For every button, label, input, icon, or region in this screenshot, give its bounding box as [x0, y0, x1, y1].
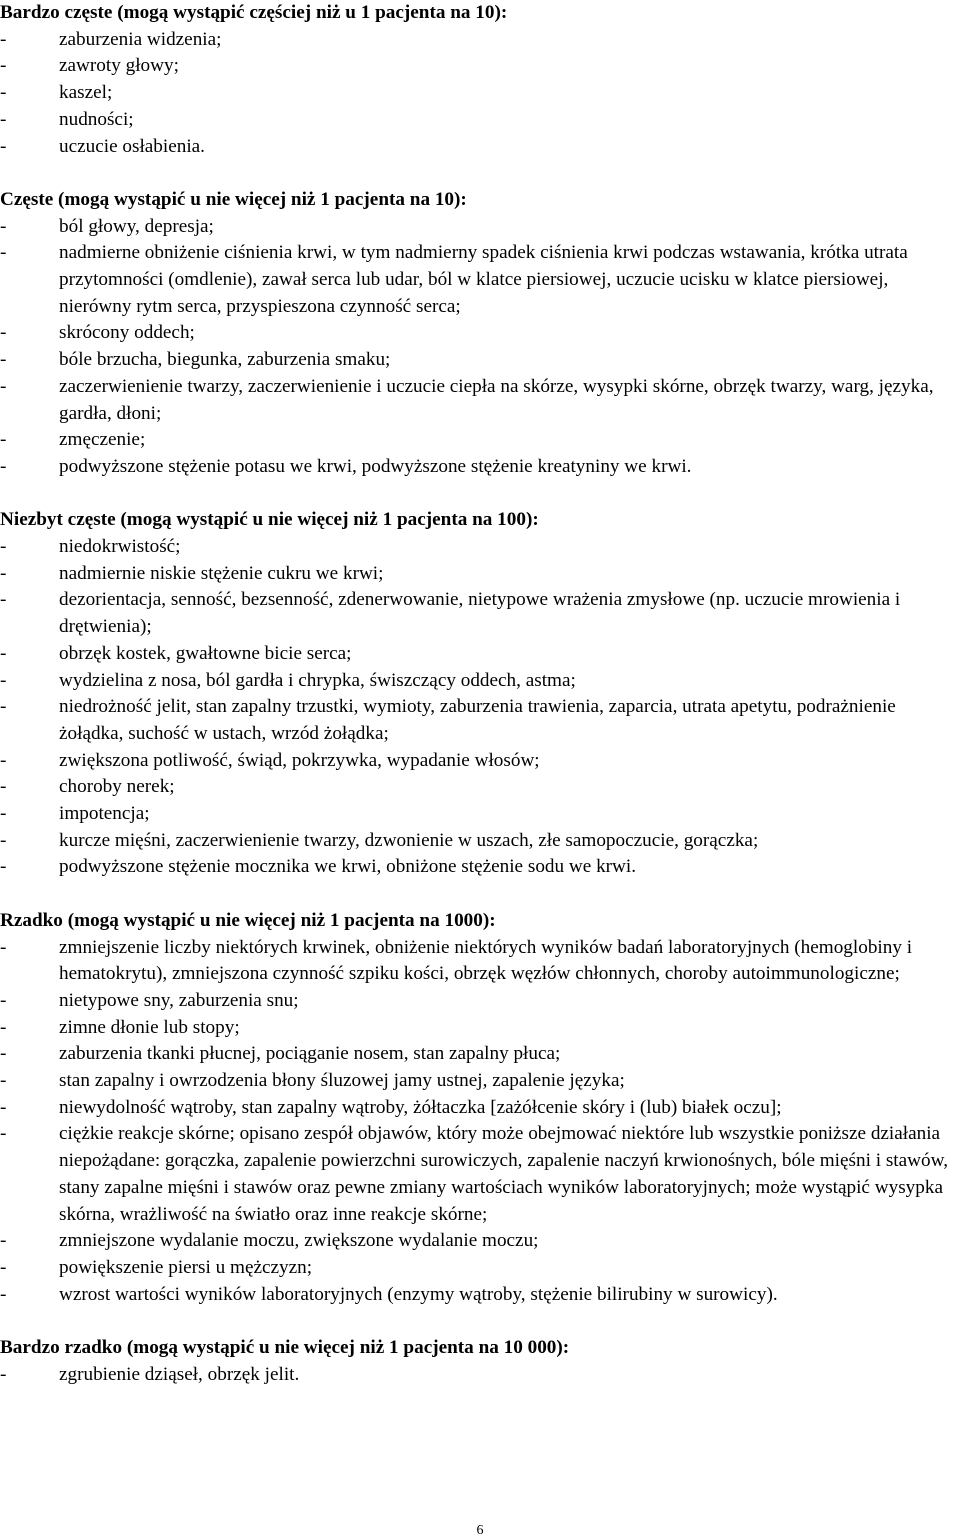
bullet-dash: -	[0, 108, 7, 130]
list-item-text: zwiększona potliwość, świąd, pokrzywka, wypadanie włosów;	[59, 749, 540, 771]
list-item	[0, 694, 960, 747]
bullet-dash: -	[0, 349, 7, 371]
list-item-text: podwyższone stężenie potasu we krwi, podwyższone stężenie kreatyniny we krwi.	[59, 455, 692, 477]
frequency-section	[0, 507, 960, 881]
list-item	[0, 801, 960, 828]
bullet-dash: -	[0, 1230, 7, 1252]
list-item	[0, 80, 960, 107]
bullet-dash: -	[0, 936, 7, 958]
list-item	[0, 561, 960, 588]
bullet-dash: -	[0, 669, 7, 691]
list-item	[0, 347, 960, 374]
bullet-dash: -	[0, 1096, 7, 1118]
bullet-dash: -	[0, 242, 7, 264]
list-item	[0, 1068, 960, 1095]
list-item-text: zaburzenia widzenia;	[59, 28, 222, 50]
bullet-dash: -	[0, 829, 7, 851]
list-item	[0, 1121, 960, 1228]
section-heading: Niezbyt częste (mogą wystąpić u nie więcej niż 1 pacjenta na 100):	[0, 509, 539, 531]
list-item	[0, 587, 960, 640]
section-heading: Częste (mogą wystąpić u nie więcej niż 1 pacjenta na 10):	[0, 188, 467, 210]
list-item	[0, 854, 960, 881]
list-item-text: zmniejszone wydalanie moczu, zwiększone wydalanie moczu;	[59, 1230, 539, 1252]
list-item-text: nadmiernie niskie stężenie cukru we krwi;	[59, 562, 384, 584]
list-item-text: ciężkie reakcje skórne; opisano zespół objawów, który może obejmować niektóre lub wszystkie poniższe działania niepożądane: gorączka, zapalenie powierzchni surowiczych, zapalenie naczyń krwionośnych, bóle mięśni i stawów, stany zapalne mięśni i stawów oraz pewne zmiany wartościach wyników laboratoryjnych; może wystąpić wysypka skórna, wrażliwość na światło oraz inne reakcje skórne;	[59, 1123, 949, 1225]
list-item	[0, 1282, 960, 1309]
side-effect-list	[0, 1362, 960, 1389]
bullet-dash: -	[0, 776, 7, 798]
bullet-dash: -	[0, 1257, 7, 1278]
bullet-dash: -	[0, 429, 7, 451]
frequency-section	[0, 187, 960, 481]
list-item-text: zmniejszenie liczby niektórych krwinek, obniżenie niektórych wyników badań laboratoryjnych (hemoglobiny i hematokrytu), zmniejszona czynność szpiku kości, obrzęk węzłów chłonnych, choroby autoimmunologiczne;	[59, 936, 913, 985]
list-item	[0, 1015, 960, 1042]
list-item	[0, 1255, 960, 1282]
side-effect-list	[0, 935, 960, 1309]
list-item-text: zawroty głowy;	[59, 55, 179, 77]
side-effect-list	[0, 214, 960, 481]
bullet-dash: -	[0, 562, 7, 584]
list-item-text: powiększenie piersi u mężczyzn;	[59, 1257, 313, 1278]
bullet-dash: -	[0, 1363, 7, 1385]
list-item	[0, 374, 960, 427]
bullet-dash: -	[0, 1016, 7, 1038]
section-gap	[0, 160, 960, 187]
list-item	[0, 774, 960, 801]
bullet-dash: -	[0, 589, 7, 611]
list-item-text: ból głowy, depresja;	[59, 215, 214, 237]
side-effect-list	[0, 534, 960, 881]
bullet-dash: -	[0, 322, 7, 344]
list-item-text: podwyższone stężenie mocznika we krwi, obniżone stężenie sodu we krwi.	[59, 856, 637, 878]
bullet-dash: -	[0, 1043, 7, 1065]
list-item-text: impotencja;	[59, 803, 150, 825]
list-item-text: nadmierne obniżenie ciśnienia krwi, w tym nadmierny spadek ciśnienia krwi podczas wstawania, krótka utrata przytomności (omdlenie), zawał serca lub udar, ból w klatce piersiowej, uczucie ucisku w klatce piersiowej, nierówny rytm serca, przyspieszona czynność serca;	[59, 242, 908, 317]
bullet-dash: -	[0, 215, 7, 237]
frequency-section	[0, 908, 960, 1309]
list-item	[0, 534, 960, 561]
page-number: 6	[476, 1523, 484, 1538]
list-item-text: kurcze mięśni, zaczerwienienie twarzy, dzwonienie w uszach, złe samopoczucie, gorączka;	[59, 829, 759, 851]
list-item-text: niedrożność jelit, stan zapalny trzustki, wymioty, zaburzenia trawienia, zaparcia, utrata apetytu, podrażnienie żołądka, suchość w ustach, wrzód żołądka;	[59, 696, 896, 744]
list-item	[0, 454, 960, 481]
section-gap	[0, 481, 960, 508]
bullet-dash: -	[0, 55, 7, 77]
list-item	[0, 27, 960, 54]
bullet-dash: -	[0, 28, 7, 50]
list-item-text: zmęczenie;	[59, 429, 146, 451]
list-item	[0, 427, 960, 454]
bullet-dash: -	[0, 82, 7, 104]
bullet-dash: -	[0, 803, 7, 825]
bullet-dash: -	[0, 1070, 7, 1092]
list-item-text: niewydolność wątroby, stan zapalny wątroby, żółtaczka [zażółcenie skóry i (lub) białek oczu];	[59, 1096, 782, 1118]
list-item	[0, 1362, 960, 1389]
list-item-text: kaszel;	[59, 82, 113, 104]
list-item-text: dezorientacja, senność, bezsenność, zdenerwowanie, nietypowe wrażenia zmysłowe (np. uczucie mrowienia i drętwienia);	[59, 589, 901, 638]
list-item	[0, 107, 960, 134]
section-gap	[0, 881, 960, 908]
bullet-dash: -	[0, 1123, 7, 1145]
bullet-dash: -	[0, 856, 7, 878]
bullet-dash: -	[0, 696, 7, 718]
list-item	[0, 320, 960, 347]
bullet-dash: -	[0, 536, 7, 558]
list-item	[0, 828, 960, 855]
list-item	[0, 935, 960, 988]
list-item-text: bóle brzucha, biegunka, zaburzenia smaku;	[59, 349, 391, 371]
list-item	[0, 641, 960, 668]
section-heading: Bardzo rzadko (mogą wystąpić u nie więcej niż 1 pacjenta na 10 000):	[0, 1337, 570, 1359]
list-item-text: choroby nerek;	[59, 776, 175, 798]
list-item-text: wydzielina z nosa, ból gardła i chrypka, świszczący oddech, astma;	[59, 669, 576, 691]
list-item	[0, 988, 960, 1015]
bullet-dash: -	[0, 455, 7, 477]
list-item	[0, 214, 960, 241]
list-item-text: nudności;	[59, 108, 134, 130]
frequency-section	[0, 1335, 960, 1388]
section-heading: Bardzo częste (mogą wystąpić częściej niż u 1 pacjenta na 10):	[0, 2, 508, 23]
list-item	[0, 1228, 960, 1255]
bullet-dash: -	[0, 749, 7, 771]
list-item	[0, 748, 960, 775]
bullet-dash: -	[0, 135, 7, 157]
list-item-text: stan zapalny i owrzodzenia błony śluzowej jamy ustnej, zapalenie języka;	[59, 1070, 625, 1092]
list-item-text: uczucie osłabienia.	[59, 135, 205, 157]
list-item-text: wzrost wartości wyników laboratoryjnych (enzymy wątroby, stężenie bilirubiny w surowicy).	[59, 1283, 778, 1305]
section-gap	[0, 1308, 960, 1335]
list-item-text: obrzęk kostek, gwałtowne bicie serca;	[59, 642, 352, 664]
bullet-dash: -	[0, 642, 7, 664]
bullet-dash: -	[0, 375, 7, 397]
list-item-text: zimne dłonie lub stopy;	[59, 1016, 240, 1038]
list-item	[0, 1095, 960, 1122]
list-item	[0, 240, 960, 320]
frequency-section	[0, 0, 960, 160]
bullet-dash: -	[0, 1283, 7, 1305]
list-item-text: skrócony oddech;	[59, 322, 195, 344]
list-item-text: niedokrwistość;	[59, 536, 181, 558]
bullet-dash: -	[0, 989, 7, 1011]
list-item	[0, 134, 960, 161]
list-item	[0, 53, 960, 80]
list-item-text: zgrubienie dziąseł, obrzęk jelit.	[59, 1363, 300, 1385]
list-item-text: zaczerwienienie twarzy, zaczerwienienie i uczucie ciepła na skórze, wysypki skórne, obrzęk twarzy, warg, języka, gardła, dłoni;	[59, 375, 934, 424]
list-item-text: nietypowe sny, zaburzenia snu;	[59, 989, 299, 1011]
list-item	[0, 668, 960, 695]
side-effect-list	[0, 27, 960, 161]
section-heading: Rzadko (mogą wystąpić u nie więcej niż 1 pacjenta na 1000):	[0, 909, 496, 931]
list-item-text: zaburzenia tkanki płucnej, pociąganie nosem, stan zapalny płuca;	[59, 1043, 561, 1065]
list-item	[0, 1041, 960, 1068]
